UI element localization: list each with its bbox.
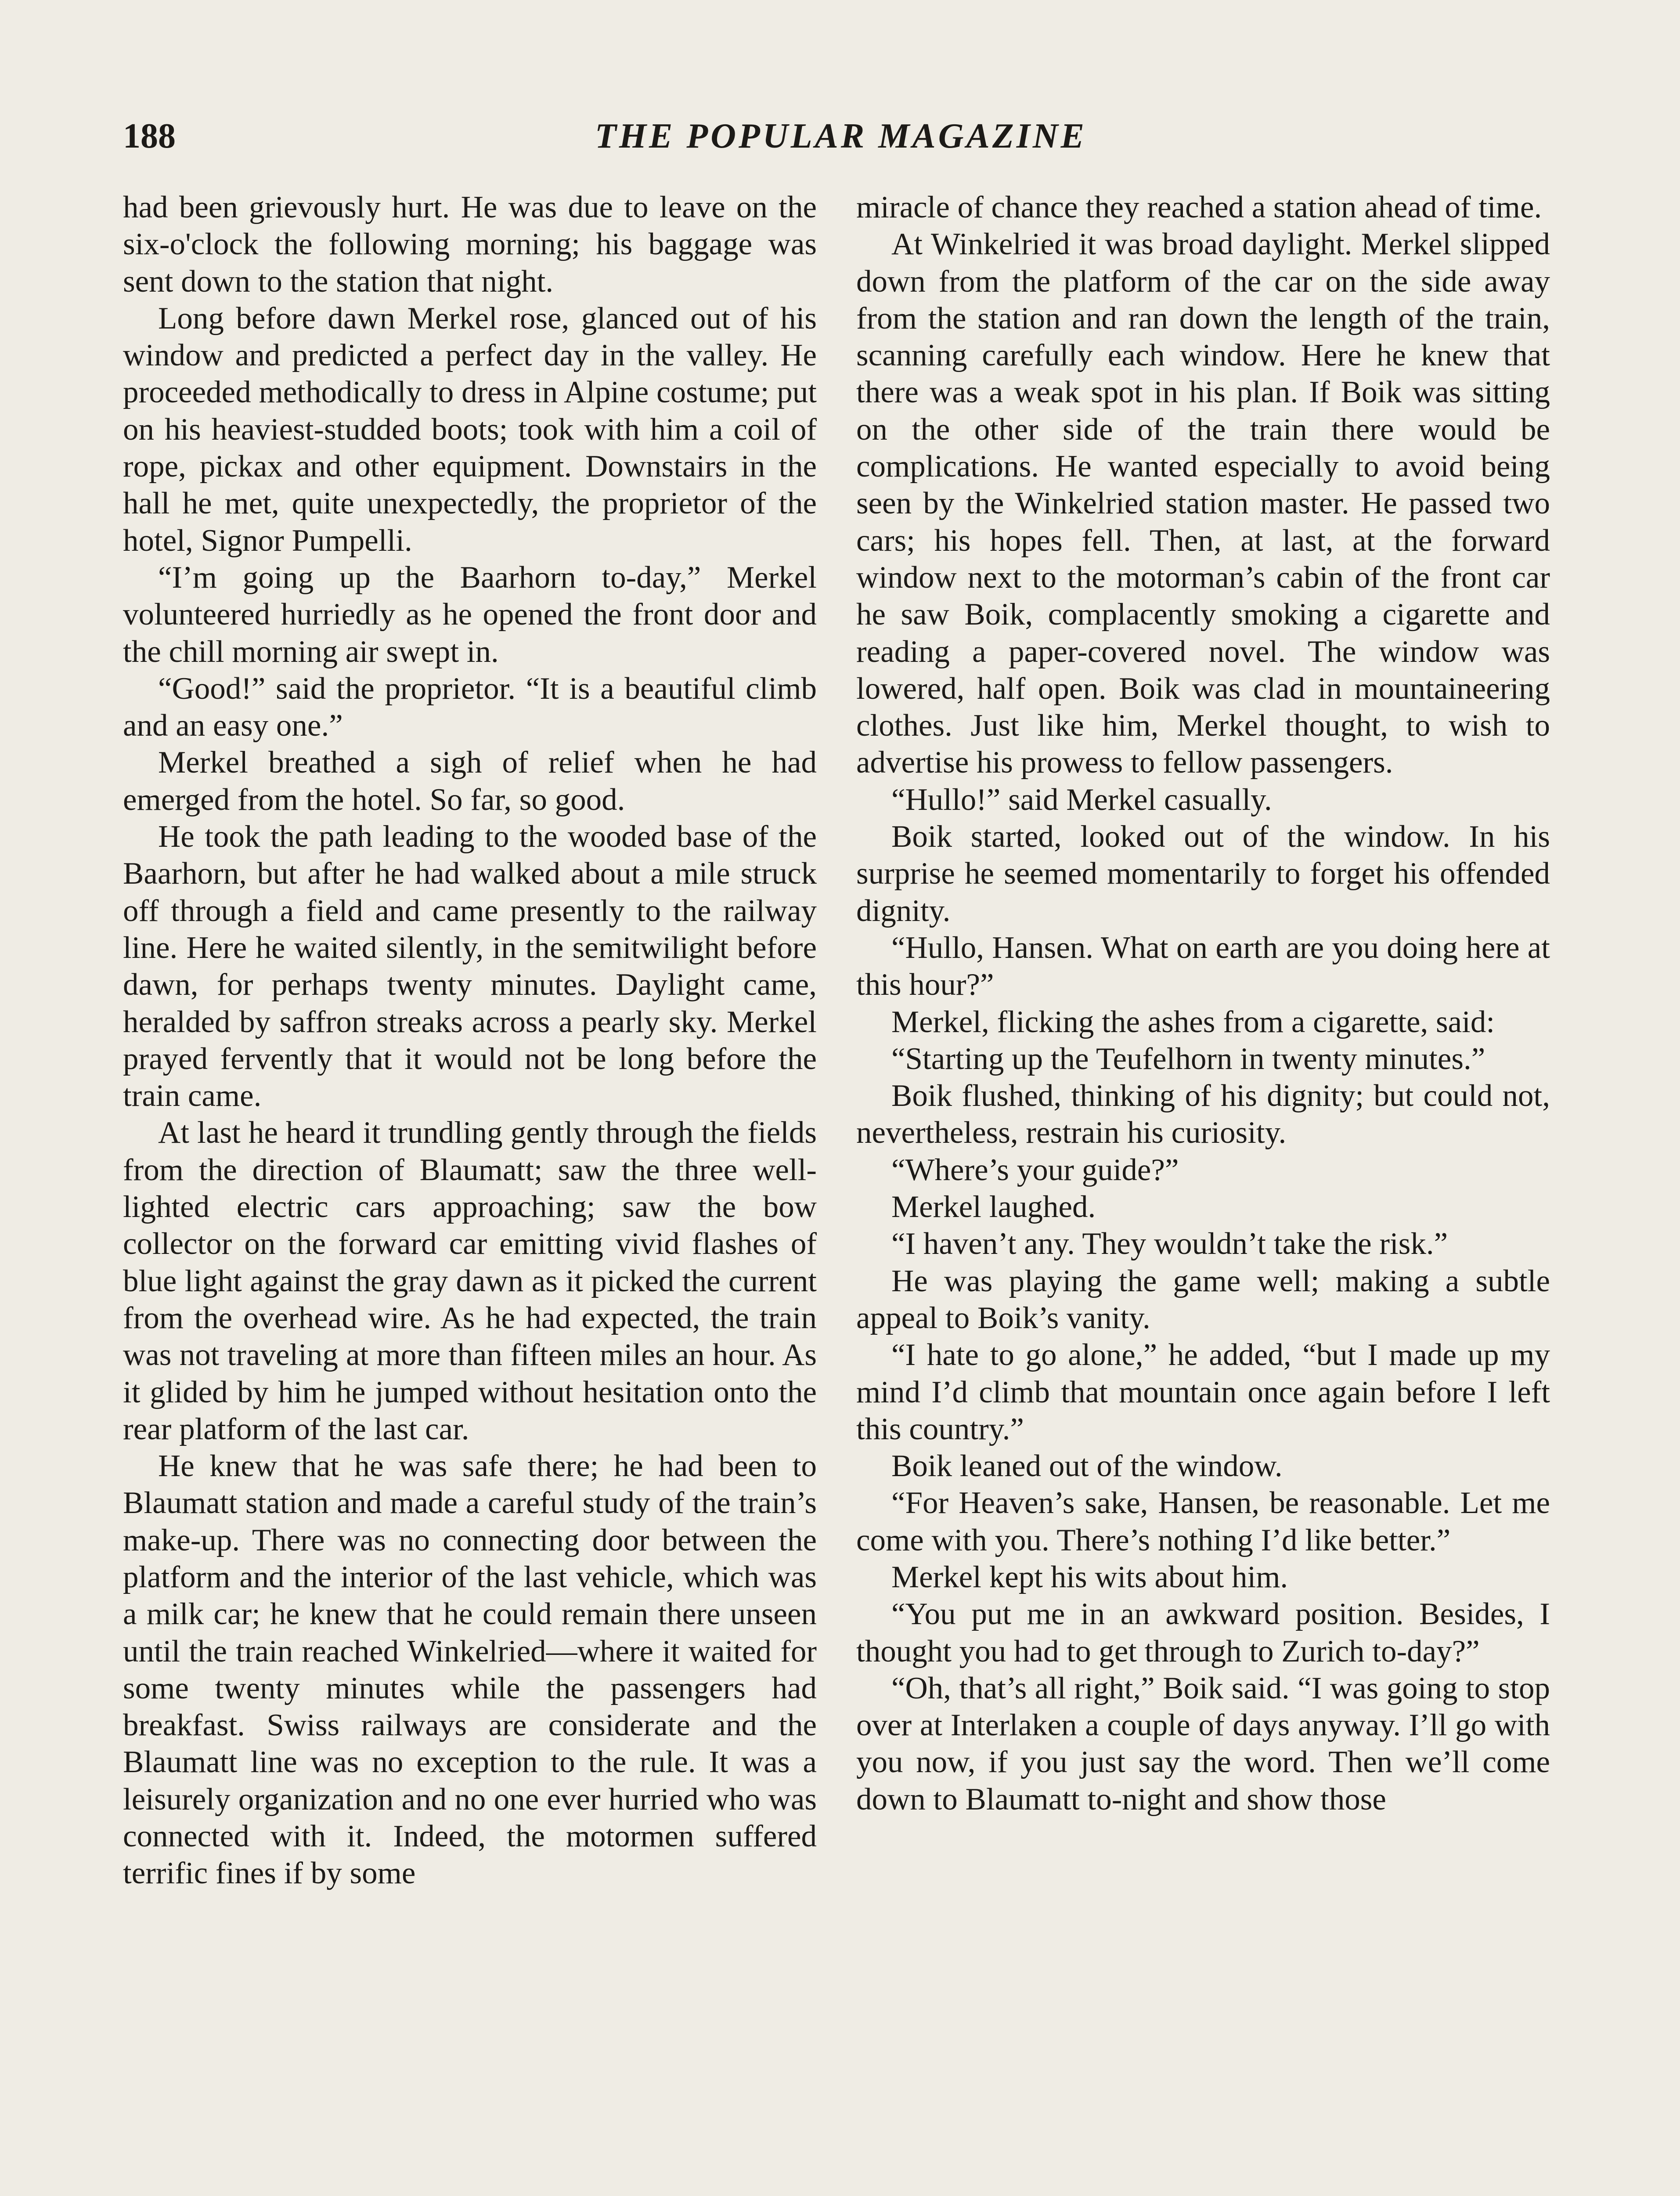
paragraph: He was playing the game well; making a subtle appeal to Boik’s vanity.: [856, 1264, 1550, 1335]
paragraph: had been grievously hurt. He was due to leave on the six-o'clock the following morning; his baggage was sent down to the station that night.: [123, 190, 817, 299]
page-header: [123, 110, 1559, 163]
paragraph: Merkel, flicking the ashes from a cigarette, said:: [891, 1004, 1495, 1039]
paragraph: “I’m going up the Baarhorn to-day,” Merkel volunteered hurriedly as he opened the front door and the chill morning air swept in.: [123, 560, 817, 669]
paragraph: Merkel breathed a sigh of relief when he had emerged from the hotel. So far, so good.: [123, 745, 817, 817]
paragraph: Boik started, looked out of the window. In his surprise he seemed momentarily to forget his offended dignity.: [856, 820, 1550, 928]
paragraph: “Hullo, Hansen. What on earth are you doing here at this hour?”: [856, 930, 1550, 1002]
paragraph: “Good!” said the proprietor. “It is a beautiful climb and an easy one.”: [123, 671, 817, 743]
paragraph: Boik flushed, thinking of his dignity; but could not, nevertheless, restrain his curiosity.: [856, 1079, 1550, 1150]
paragraph: He took the path leading to the wooded base of the Baarhorn, but after he had walked about a mile struck off through a field and came presently to the railway line. Here he waited silently, in the semitwilight before dawn, for perhaps twenty minutes. Daylight came, heralded by saffron streaks across a pearly sky. Merkel prayed fervently that it would not be long before the train came.: [123, 820, 817, 1113]
paragraph: “I hate to go alone,” he added, “but I made up my mind I’d climb that mountain once again before I left this country.”: [856, 1338, 1550, 1446]
right-column: [856, 189, 1550, 2196]
paragraph: He knew that he was safe there; he had been to Blaumatt station and made a careful study of the train’s make-up. There was no connecting door between the platform and the interior of the last vehicle, which was a milk car; he knew that he could remain there unseen until the train reached Winkelried—where it waited for some twenty minutes while the passengers had breakfast. Swiss railways are considerate and the Blaumatt line was no exception to the rule. It was a leisurely organization and no one ever hurried who was connected with it. Indeed, the motormen suffered terrific fines if by some: [123, 1449, 817, 1891]
paragraph: Merkel kept his wits about him.: [891, 1560, 1288, 1594]
paragraph: “Hullo!” said Merkel casually.: [891, 782, 1272, 817]
paragraph: “I haven’t any. They wouldn’t take the risk.”: [891, 1227, 1448, 1261]
paragraph: Merkel laughed.: [891, 1190, 1096, 1224]
paragraph: At Winkelried it was broad daylight. Merkel slipped down from the platform of the car on the side away from the station and ran down the length of the train, scanning carefully each window. Here he knew that there was a weak spot in his plan. If Boik was sitting on the other side of the train there would be complications. He wanted especially to avoid being seen by the Winkelried station master. He passed two cars; his hopes fell. Then, at last, at the forward window next to the motorman’s cabin of the front car he saw Boik, complacently smoking a cigarette and reading a paper-covered novel. The window was lowered, half open. Boik was clad in mountaineering clothes. Just like him, Merkel thought, to wish to advertise his prowess to fellow passengers.: [856, 227, 1550, 780]
paragraph: “For Heaven’s sake, Hansen, be reasonable. Let me come with you. There’s nothing I’d like better.”: [856, 1486, 1550, 1557]
paragraph: miracle of chance they reached a station ahead of time.: [856, 190, 1542, 224]
running-title: THE POPULAR MAGAZINE: [595, 117, 1087, 155]
page-number: 188: [123, 117, 176, 155]
paragraph: At last he heard it trundling gently through the fields from the direction of Blaumatt; saw the three well-lighted electric cars approaching; saw the bow collector on the forward car emitting vivid flashes of blue light against the gray dawn as it picked the current from the overhead wire. As he had expected, the train was not traveling at more than fifteen miles an hour. As it glided by him he jumped without hesitation onto the rear platform of the last car.: [123, 1116, 817, 1446]
paragraph: “You put me in an awkward position. Besides, I thought you had to get through to Zurich to-day?”: [856, 1597, 1550, 1669]
paragraph: Long before dawn Merkel rose, glanced out of his window and predicted a perfect day in the valley. He proceeded methodically to dress in Alpine costume; put on his heaviest-studded boots; took with him a coil of rope, pickax and other equipment. Downstairs in the hall he met, quite unexpectedly, the proprietor of the hotel, Signor Pumpelli.: [123, 301, 817, 558]
paragraph: Boik leaned out of the window.: [891, 1449, 1283, 1484]
paragraph: “Starting up the Teufelhorn in twenty minutes.”: [891, 1041, 1485, 1076]
paragraph: “Oh, that’s all right,” Boik said. “I was going to stop over at Interlaken a couple of days anyway. I’ll go with you now, if you just say the word. Then we’ll come down to Blaumatt to-night and show those: [856, 1671, 1550, 1817]
left-column: [123, 189, 817, 2196]
paragraph: “Where’s your guide?”: [891, 1152, 1179, 1187]
